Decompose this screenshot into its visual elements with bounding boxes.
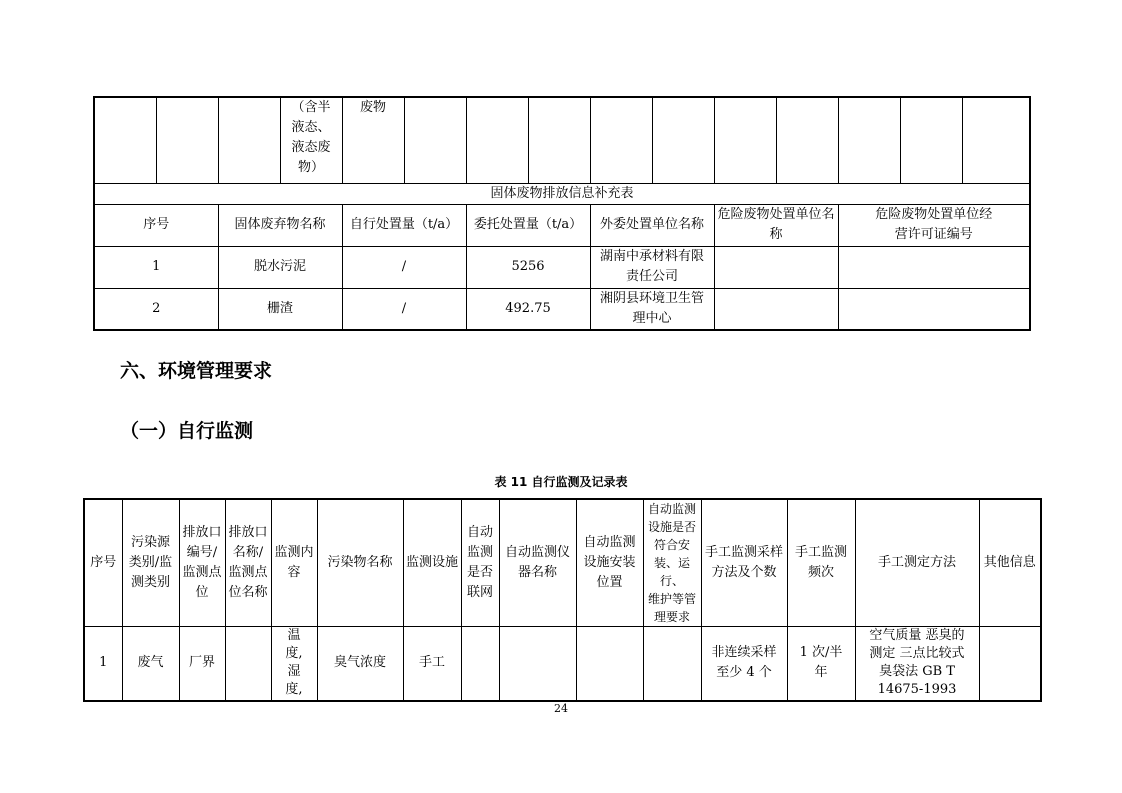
table-cell: 湖南中承材料有限 责任公司 [590,246,714,288]
table-cell: 非连续采样 至少 4 个 [701,627,787,701]
header-cell: 排放口 编号/ 监测点 位 [179,499,225,627]
table-cell [225,627,271,701]
page-number: 24 [554,702,568,715]
empty-cell [838,97,900,183]
supplement-table-title: 固体废物排放信息补充表 [94,183,1030,204]
empty-cell [590,97,652,183]
table-cell: 手工 [403,627,461,701]
table-cell: 厂界 [179,627,225,701]
empty-cell [962,97,1030,183]
header-cell: 危险废物处置单位经 营许可证编号 [838,204,1030,246]
header-cell: 危险废物处置单位名 称 [714,204,838,246]
header-cell: 自动监测 设施安装 位置 [576,499,643,627]
header-cell: 固体废弃物名称 [218,204,342,246]
empty-cell [404,97,466,183]
table-cell [714,246,838,288]
table-cell [979,627,1041,701]
header-cell: 污染物名称 [317,499,403,627]
header-cell: 自行处置量（t/a） [342,204,466,246]
header-cell: 序号 [84,499,122,627]
table-cell: 臭气浓度 [317,627,403,701]
header-cell: 监测内 容 [271,499,317,627]
table-cell: / [342,246,466,288]
empty-cell [776,97,838,183]
table-header-row [94,204,1030,246]
empty-cell [652,97,714,183]
header-cell: 自动 监测 是否 联网 [461,499,499,627]
table-cell [499,627,576,701]
table-cell: 脱水污泥 [218,246,342,288]
header-cell: 手工监测 频次 [787,499,855,627]
self-monitoring-table [83,498,1042,702]
table-cell [576,627,643,701]
empty-cell [156,97,218,183]
table-cell: 5256 [466,246,590,288]
table-cell: 2 [94,288,218,330]
table-header-row [84,499,1041,627]
table-cell [714,288,838,330]
table-cell [838,246,1030,288]
empty-cell [528,97,590,183]
table-cell: 温 度, 湿 度, [271,627,317,701]
subsection-heading: （一）自行监测 [120,420,254,442]
table-row [84,627,1041,701]
header-cell: 手工监测采样 方法及个数 [701,499,787,627]
section-heading: 六、环境管理要求 [120,360,273,382]
table-cell: 废气 [122,627,179,701]
empty-cell [94,97,156,183]
table-cell: 1 [84,627,122,701]
empty-cell [466,97,528,183]
table-cell: 1 [94,246,218,288]
header-cell: 自动监测仪 器名称 [499,499,576,627]
table-row [94,246,1030,288]
table-cell: 空气质量 恶臭的 测定 三点比较式 臭袋法 GB T 14675-1993 [855,627,979,701]
solid-waste-table [93,96,1031,331]
header-cell: 序号 [94,204,218,246]
table-cell: 492.75 [466,288,590,330]
header-cell: 其他信息 [979,499,1041,627]
table-cell: 1 次/半 年 [787,627,855,701]
header-cell: 自动监测 设施是否 符合安 装、运行、 维护等管 理要求 [643,499,701,627]
header-cell: 排放口 名称/ 监测点 位名称 [225,499,271,627]
empty-cell [218,97,280,183]
table-cell: 栅渣 [218,288,342,330]
table-row [94,97,1030,183]
table-cell: 湘阴县环境卫生管 理中心 [590,288,714,330]
table-cell: / [342,288,466,330]
header-cell: 外委处置单位名称 [590,204,714,246]
header-cell: 污染源 类别/监 测类别 [122,499,179,627]
table-row [94,288,1030,330]
header-cell: 手工测定方法 [855,499,979,627]
empty-cell [900,97,962,183]
header-cell: 委托处置量（t/a） [466,204,590,246]
table-cell [643,627,701,701]
table-cell [838,288,1030,330]
empty-cell [714,97,776,183]
header-cell: 监测设施 [403,499,461,627]
waste-form-cell: （含半 液态、 液态废 物） [280,97,342,183]
waste-type-cell: 废物 [342,97,404,183]
table-caption: 表 11 自行监测及记录表 [494,475,628,489]
table-cell [461,627,499,701]
